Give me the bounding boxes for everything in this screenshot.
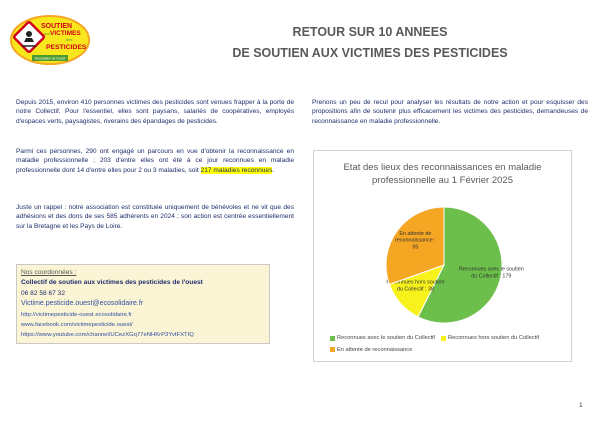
statistics-end: . — [272, 166, 275, 174]
intro-paragraph: Depuis 2015, environ 410 personnes victimes des pesticides sont venues frapper à la porte de notre Collectif. Pour l'essentiel, elles sont paysans, salariés de coopératives, employés d'espaces verts, paysagistes, riverains des épandages de pesticides. — [16, 99, 294, 125]
contact-header: Nos coordonnées : — [21, 269, 77, 276]
contact-phone: 06 82 58 67 32 — [21, 289, 65, 297]
title-line-2: DE SOUTIEN AUX VICTIMES DES PESTICIDES — [232, 46, 508, 60]
statistics-paragraph — [16, 147, 294, 175]
pie-chart-box — [313, 150, 572, 362]
contact-box — [16, 264, 270, 344]
legend-label-2: Reconnues hors soutien du Collectif — [448, 335, 540, 341]
page-title — [150, 22, 590, 64]
logo-text-mid1: aux — [44, 31, 51, 36]
legend-swatch-2 — [441, 336, 446, 341]
pie-data-label-2: Reconnues hors soutien du Collectif : 38 — [386, 279, 445, 293]
pie-chart — [314, 151, 573, 331]
logo-tagline: Association de l'ouest — [34, 56, 66, 61]
page-number: 1 — [579, 402, 583, 409]
association-logo — [10, 12, 90, 68]
pie-data-label-3: En attente de reconnaissance : 95 — [394, 230, 436, 251]
contact-org: Collectif de soutien aux victimes des pesticides de l'ouest — [21, 279, 203, 287]
highlighted-total: 217 maladies reconnues — [200, 166, 273, 174]
statistics-text: Parmi ces personnes, 290 ont engagé un parcours en vue d'obtenir la reconnaissance en maladie professionnelle ; 203 d'entre elles ont été à ce jour reconnues en maladie professionnelle dont 14 d'entre elles pour 2 ou 3 maladies, soit — [16, 148, 294, 174]
contact-email-link[interactable]: Victime.pesticide.ouest@ecosolidaire.fr — [21, 300, 144, 308]
legend-swatch-1 — [330, 336, 335, 341]
chart-title-line-1: Etat des lieux des reconnaissances en maladie — [343, 162, 542, 173]
logo-text-mid2: VICTIMES — [50, 30, 81, 37]
logo-text-mid3: des — [66, 37, 73, 42]
legend-swatch-3 — [330, 347, 335, 352]
chart-title-line-2: professionnelle au 1 Février 2025 — [371, 175, 513, 186]
contact-website-link[interactable]: http://victimepesticide-ouest.ecosolidaire.fr — [21, 311, 132, 318]
analysis-paragraph: Prenons un peu de recul pour analyser les résultats de notre action et pour esquisser des propositions afin de soutenir plus efficacement les victimes des pesticides, demandeuses de reconnaissance en maladie professionnelle. — [312, 99, 588, 125]
pie-data-label-1: Reconnues avec le soutien du Collectif : 179 — [458, 266, 524, 280]
title-line-1: RETOUR SUR 10 ANNEES — [292, 25, 448, 39]
legend-label-3: En attente de reconnaissance — [337, 346, 413, 353]
chart-legend — [330, 333, 570, 356]
legend-label-1: Reconnues avec le soutien du Collectif — [337, 335, 436, 341]
contact-youtube-link[interactable]: https://www.youtube.com/channel/UCezXGq77eNHKrP3YvtFXTIQ — [21, 332, 194, 339]
logo-text-top: SOUTIEN — [41, 23, 73, 30]
legend-item-1 — [330, 333, 435, 343]
legend-item-2 — [441, 333, 539, 343]
contact-facebook-link[interactable]: www.facebook.com/victimepesticide.ouest/ — [21, 322, 133, 329]
reminder-paragraph: Juste un rappel : notre association est constituée uniquement de bénévoles et ne vit que des adhésions et des dons de ses 585 adhérents en 2024 ; son action est centrée essentiellement sur la Bretagne et les Pays de Loire. — [16, 204, 294, 230]
legend-item-3 — [330, 345, 412, 355]
logo-text-bottom: PESTICIDES — [46, 44, 87, 51]
